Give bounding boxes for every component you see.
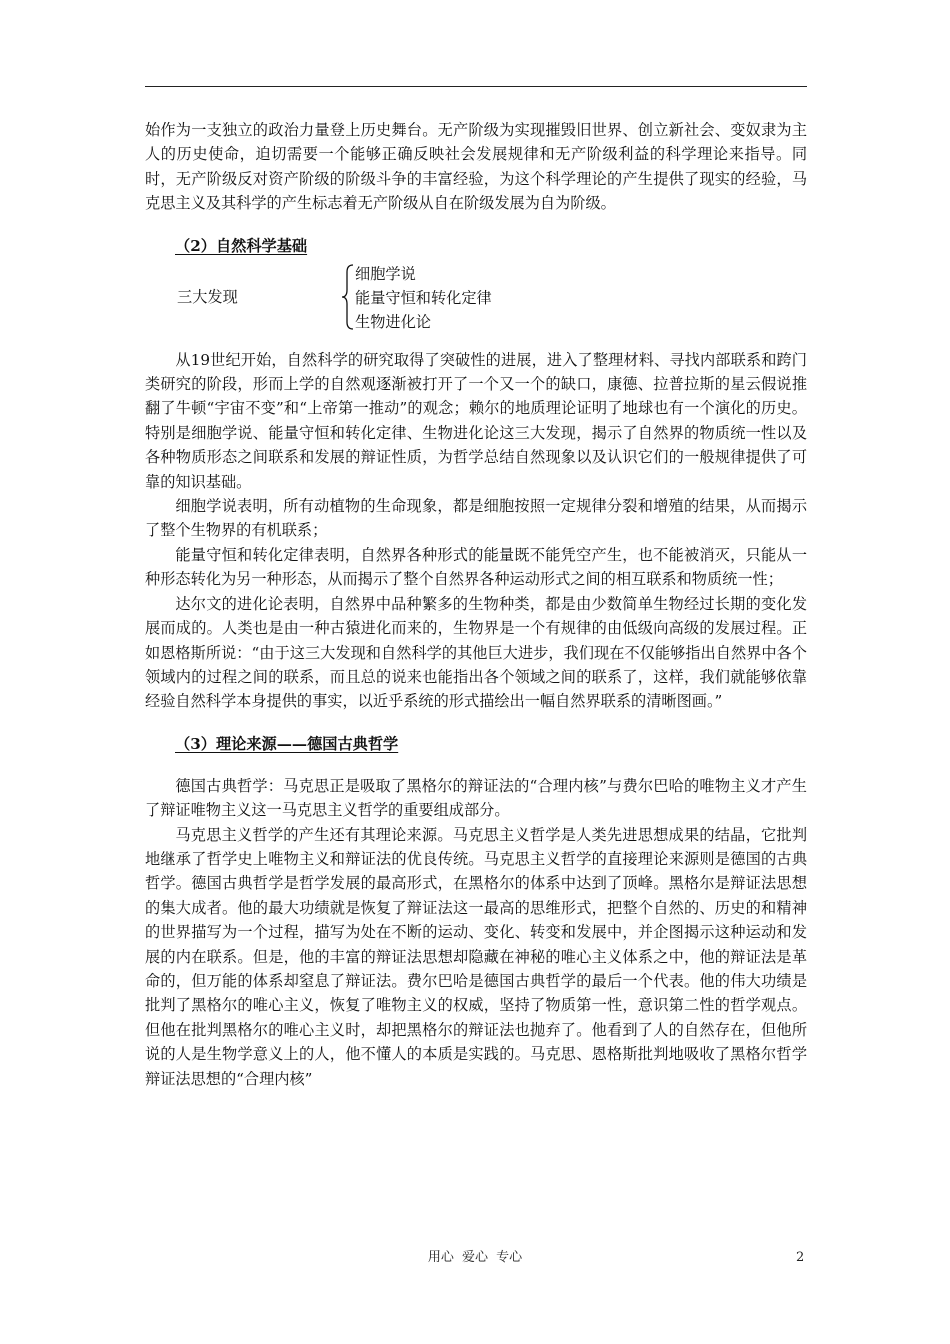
section-heading-natural-science: （2）自然科学基础 xyxy=(175,236,308,255)
discovery-item: 生物进化论 xyxy=(355,312,431,331)
body-paragraph: 细胞学说表明，所有动植物的生命现象，都是细胞按照一定规律分裂和增殖的结果，从而揭示了整个生物界的有机联系； xyxy=(145,497,807,540)
body-paragraph: 达尔文的进化论表明，自然界中品种繁多的生物种类，都是由少数简单生物经过长期的变化发展而成的。人类也是由一种古猿进化而来的，生物界是一个有规律的由低级向高级的发展过程。正如恩格斯所说：“由于这三大发现和自然科学的其他巨大进步，我们现在不仅能够指出自然界中各个领域内的过程之间的联系，而且总的说来也能指出各个领域之间的联系了，这样，我们就能够依靠经验自然科学本身提供的事实，以近乎系统的形式描绘出一幅自然界联系的清晰图画。” xyxy=(145,594,807,711)
body-paragraph: 从19世纪开始，自然科学的研究取得了突破性的进展，进入了整理材料、寻找内部联系和跨门类研究的阶段，形而上学的自然观逐渐被打开了一个又一个的缺口，康德、拉普拉斯的星云假说推翻了牛顿“宇宙不变”和“上帝第一推动”的观念；赖尔的地质理论证明了地球也有一个演化的历史。特别是细胞学说、能量守恒和转化定律、生物进化论这三大发现，揭示了自然界的物质统一性以及各种物质形态之间联系和发展的辩证性质，为哲学总结自然现象以及认识它们的一般规律提供了可靠的知识基础。 xyxy=(145,350,807,491)
discovery-item: 细胞学说 xyxy=(355,264,416,283)
page-body xyxy=(145,118,807,1091)
three-discoveries-diagram xyxy=(145,262,807,332)
discovery-item: 能量守恒和转化定律 xyxy=(355,288,492,307)
body-paragraph: 马克思主义哲学的产生还有其理论来源。马克思主义哲学是人类先进思想成果的结晶，它批判地继承了哲学史上唯物主义和辩证法的优良传统。马克思主义哲学的直接理论来源则是德国的古典哲学。德国古典哲学是哲学发展的最高形式，在黑格尔的体系中达到了顶峰。黑格尔是辩证法思想的集大成者。他的最大功绩就是恢复了辩证法这一最高的思维形式，把整个自然的、历史的和精神的世界描写为一个过程，描写为处在不断的运动、变化、转变和发展中，并企图揭示这种运动和发展的内在联系。但是，他的丰富的辩证法思想却隐藏在神秘的唯心主义体系之中，他的辩证法是革命的，但万能的体系却窒息了辩证法。费尔巴哈是德国古典哲学的最后一个代表。他的伟大功绩是批判了黑格尔的唯心主义，恢复了唯物主义的权威，坚持了物质第一性，意识第二性的哲学观点。但他在批判黑格尔的唯心主义时，却把黑格尔的辩证法也抛弃了。他看到了人的自然存在，但他所说的人是生物学意义上的人，他不懂人的本质是实践的。马克思、恩格斯批判地吸收了黑格尔哲学辩证法思想的“合理内核” xyxy=(145,825,807,1088)
three-discoveries-label: 三大发现 xyxy=(177,287,238,306)
body-paragraph: 德国古典哲学：马克思正是吸取了黑格尔的辩证法的“合理内核”与费尔巴哈的唯物主义才产生了辩证唯物主义这一马克思主义哲学的重要组成部分。 xyxy=(145,776,807,820)
intro-paragraph: 始作为一支独立的政治力量登上历史舞台。无产阶级为实现摧毁旧世界、创立新社会、变奴隶为主人的历史使命，迫切需要一个能够正确反映社会发展规律和无产阶级利益的科学理论来指导。同时，无产阶级反对资产阶级的阶级斗争的丰富经验，为这个科学理论的产生提供了现实的经验，马克思主义及其科学的产生标志着无产阶级从自在阶级发展为自为阶级。 xyxy=(145,121,807,213)
left-brace-icon xyxy=(341,264,355,330)
body-paragraph: 能量守恒和转化定律表明，自然界各种形式的能量既不能凭空产生，也不能被消灭，只能从一种形态转化为另一种形态，从而揭示了整个自然界各种运动形式之间的相互联系和物质统一性； xyxy=(145,545,807,589)
page-number: 2 xyxy=(796,1250,805,1265)
footer-motto: 用心 爱心 专心 xyxy=(427,1250,523,1265)
header-rule xyxy=(145,86,807,87)
section-heading-theory-source: （3）理论来源——德国古典哲学 xyxy=(175,734,399,753)
discoveries-list xyxy=(355,262,492,334)
